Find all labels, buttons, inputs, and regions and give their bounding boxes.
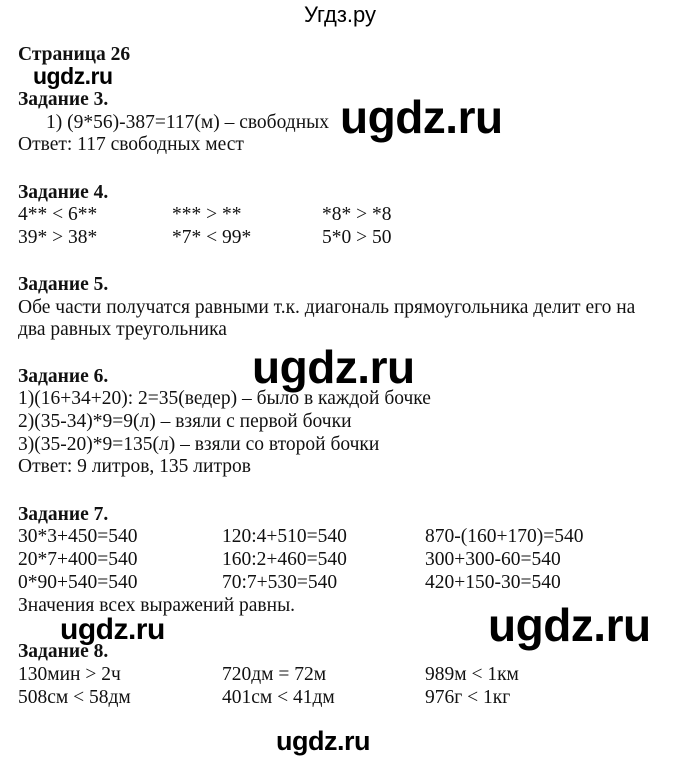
task-8-title: Задание 8. — [18, 641, 109, 662]
task-7-title: Задание 7. — [18, 504, 109, 525]
task-4-cell: *** > ** — [172, 204, 242, 225]
task-4-cell: 39* > 38* — [18, 227, 98, 248]
task-4-title: Задание 4. — [18, 182, 109, 203]
task-7-cell: 420+150-30=540 — [425, 572, 561, 593]
task-3-title: Задание 3. — [18, 89, 109, 110]
task-7-cell: 120:4+510=540 — [222, 526, 347, 547]
task-5-line: Обе части получатся равными т.к. диагональ прямоугольника делит его на — [18, 297, 636, 318]
task-4-cell: *7* < 99* — [172, 227, 252, 248]
task-8-cell: 508см < 58дм — [18, 687, 131, 708]
task-8-cell: 720дм = 72м — [222, 664, 327, 685]
task-5-title: Задание 5. — [18, 274, 109, 295]
task-8-cell: 976г < 1кг — [425, 687, 511, 708]
task-8-cell: 130мин > 2ч — [18, 664, 121, 685]
watermark: ugdz.ru — [276, 726, 370, 756]
task-6-line: 3)(35-20)*9=135(л) – взяли со второй бочки — [18, 434, 380, 455]
task-7-cell: 0*90+540=540 — [18, 572, 138, 593]
watermark: ugdz.ru — [488, 599, 651, 651]
task-5-line: два равных треугольника — [18, 319, 227, 340]
watermark: ugdz.ru — [33, 63, 113, 89]
task-7-cell: 20*7+400=540 — [18, 549, 138, 570]
task-7-cell: 70:7+530=540 — [222, 572, 338, 593]
task-3-answer: Ответ: 117 свободных мест — [18, 134, 244, 155]
task-6-line: 2)(35-34)*9=9(л) – взяли с первой бочки — [18, 411, 352, 432]
task-6-line: Ответ: 9 литров, 135 литров — [18, 456, 251, 477]
task-4-cell: *8* > *8 — [322, 204, 392, 225]
watermark: ugdz.ru — [340, 91, 503, 143]
task-7-cell: 870-(160+170)=540 — [425, 526, 584, 547]
task-7-cell: 160:2+460=540 — [222, 549, 347, 570]
task-7-cell: 300+300-60=540 — [425, 549, 561, 570]
task-3-line: 1) (9*56)-387=117(м) – свободных — [46, 112, 329, 133]
task-8-cell: 989м < 1км — [425, 664, 519, 685]
site-header: Угдз.ру — [303, 2, 377, 27]
watermark: ugdz.ru — [60, 613, 165, 646]
task-7-cell: 30*3+450=540 — [18, 526, 138, 547]
page-title: Страница 26 — [18, 44, 131, 65]
task-8-cell: 401см < 41дм — [222, 687, 335, 708]
task-7-conclusion: Значения всех выражений равны. — [18, 595, 296, 616]
task-4-cell: 4** < 6** — [18, 204, 98, 225]
task-6-title: Задание 6. — [18, 366, 109, 387]
task-6-line: 1)(16+34+20): 2=35(ведер) – было в каждой бочке — [18, 388, 431, 409]
task-4-cell: 5*0 > 50 — [322, 227, 392, 248]
watermark: ugdz.ru — [252, 341, 415, 393]
